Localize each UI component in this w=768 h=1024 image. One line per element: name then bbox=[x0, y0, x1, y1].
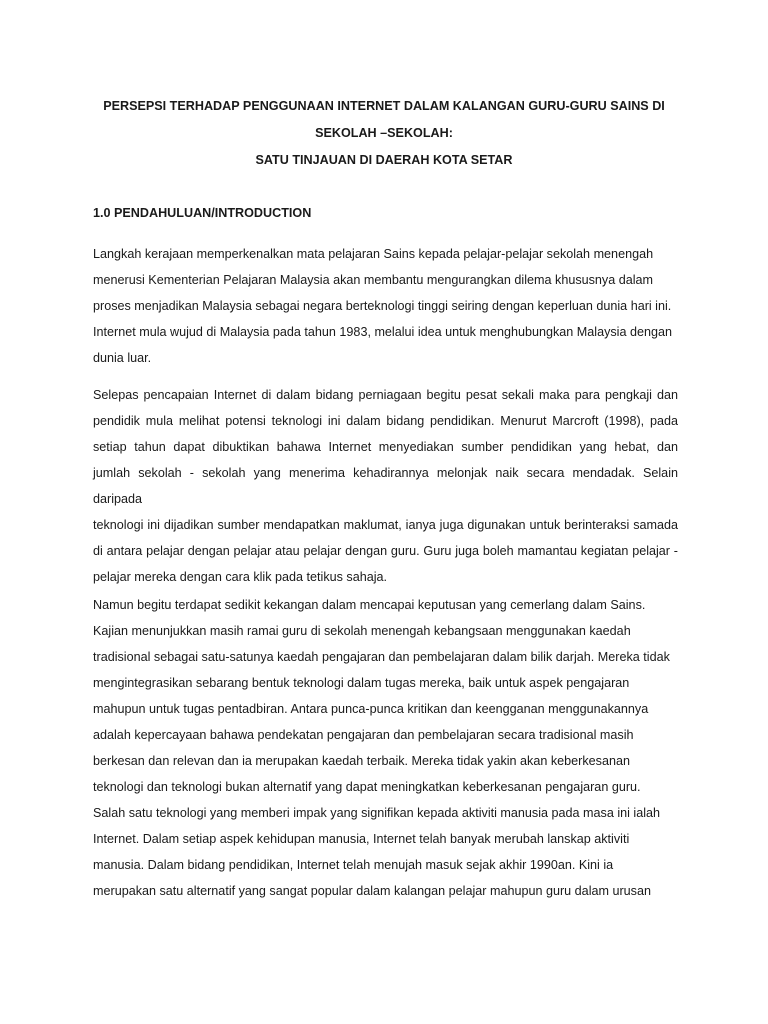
paragraph-line: Selepas pencapaian Internet di dalam bidang perniagaan begitu pesat sekali maka para pengkaji dan bbox=[93, 388, 678, 402]
paragraph-line: teknologi ini dijadikan sumber mendapatkan maklumat, ianya juga digunakan untuk berinteraksi samada bbox=[93, 518, 678, 532]
paragraph-line: di antara pelajar dengan pelajar atau pelajar dengan guru. Guru juga boleh mamantau kegiatan pelajar - bbox=[93, 544, 678, 558]
document-title bbox=[60, 93, 708, 174]
paragraph-line: pendidik mula melihat potensi teknologi ini dalam bidang pendidikan. Menurut Marcroft (1998), pada bbox=[93, 414, 678, 428]
paragraph-line: adalah kepercayaan bahawa pendekatan pengajaran dan pembelajaran secara tradisional masih bbox=[93, 728, 634, 742]
paragraph-1 bbox=[93, 241, 678, 371]
paragraph-line: Internet. Dalam setiap aspek kehidupan manusia, Internet telah banyak merubah lanskap aktiviti bbox=[93, 832, 630, 846]
paragraph-line: mahupun untuk tugas pentadbiran. Antara punca-punca kritikan dan keengganan menggunakannya bbox=[93, 702, 649, 716]
paragraph-line: merupakan satu alternatif yang sangat popular dalam kalangan pelajar mahupun guru dalam urusan bbox=[93, 884, 651, 898]
paragraph-line: berkesan dan relevan dan ia merupakan kaedah terbaik. Mereka tidak yakin akan keberkesanan bbox=[93, 754, 630, 768]
paragraph-2 bbox=[93, 382, 678, 590]
paragraph-line: mengintegrasikan sebarang bentuk teknologi dalam tugas mereka, baik untuk aspek pengajaran bbox=[93, 676, 630, 690]
title-line-3: SATU TINJAUAN DI DAERAH KOTA SETAR bbox=[255, 153, 513, 167]
title-line-1: PERSEPSI TERHADAP PENGGUNAAN INTERNET DALAM KALANGAN GURU-GURU SAINS DI bbox=[103, 99, 665, 113]
paragraph-line: Namun begitu terdapat sedikit kekangan dalam mencapai keputusan yang cemerlang dalam Sains. bbox=[93, 598, 646, 612]
paragraph-line: proses menjadikan Malaysia sebagai negara berteknologi tinggi seiring dengan keperluan dunia hari ini. bbox=[93, 299, 672, 313]
title-line-2: SEKOLAH –SEKOLAH: bbox=[315, 126, 453, 140]
paragraph-line: Internet mula wujud di Malaysia pada tahun 1983, melalui idea untuk menghubungkan Malaysia dengan bbox=[93, 325, 672, 339]
paragraph-line: Langkah kerajaan memperkenalkan mata pelajaran Sains kepada pelajar-pelajar sekolah menengah bbox=[93, 247, 654, 261]
paragraph-line: manusia. Dalam bidang pendidikan, Internet telah menujah masuk sejak akhir 1990an. Kini ia bbox=[93, 858, 614, 872]
section-heading: 1.0 PENDAHULUAN/INTRODUCTION bbox=[93, 206, 312, 220]
paragraph-line: Salah satu teknologi yang memberi impak yang signifikan kepada aktiviti manusia pada masa ini ialah bbox=[93, 806, 661, 820]
paragraph-line: tradisional sebagai satu-satunya kaedah pengajaran dan pembelajaran dalam bilik darjah. Mereka tidak bbox=[93, 650, 670, 664]
paragraph-line: menerusi Kementerian Pelajaran Malaysia akan membantu mengurangkan dilema khususnya dalam bbox=[93, 273, 654, 287]
paragraph-3 bbox=[93, 592, 678, 904]
paragraph-line: teknologi dan teknologi bukan alternatif yang dapat meningkatkan keberkesanan pengajaran guru. bbox=[93, 780, 641, 794]
paragraph-line: Kajian menunjukkan masih ramai guru di sekolah menengah kebangsaan menggunakan kaedah bbox=[93, 624, 631, 638]
paragraph-line: dunia luar. bbox=[93, 351, 152, 365]
paragraph-line: setiap tahun dapat dibuktikan bahawa Internet menyediakan sumber pendidikan yang hebat, dan bbox=[93, 440, 678, 454]
paragraph-line: pelajar mereka dengan cara klik pada tetikus sahaja. bbox=[93, 570, 388, 584]
paragraph-line: jumlah sekolah - sekolah yang menerima kehadirannya melonjak naik secara mendadak. Selain daripada bbox=[93, 466, 678, 506]
